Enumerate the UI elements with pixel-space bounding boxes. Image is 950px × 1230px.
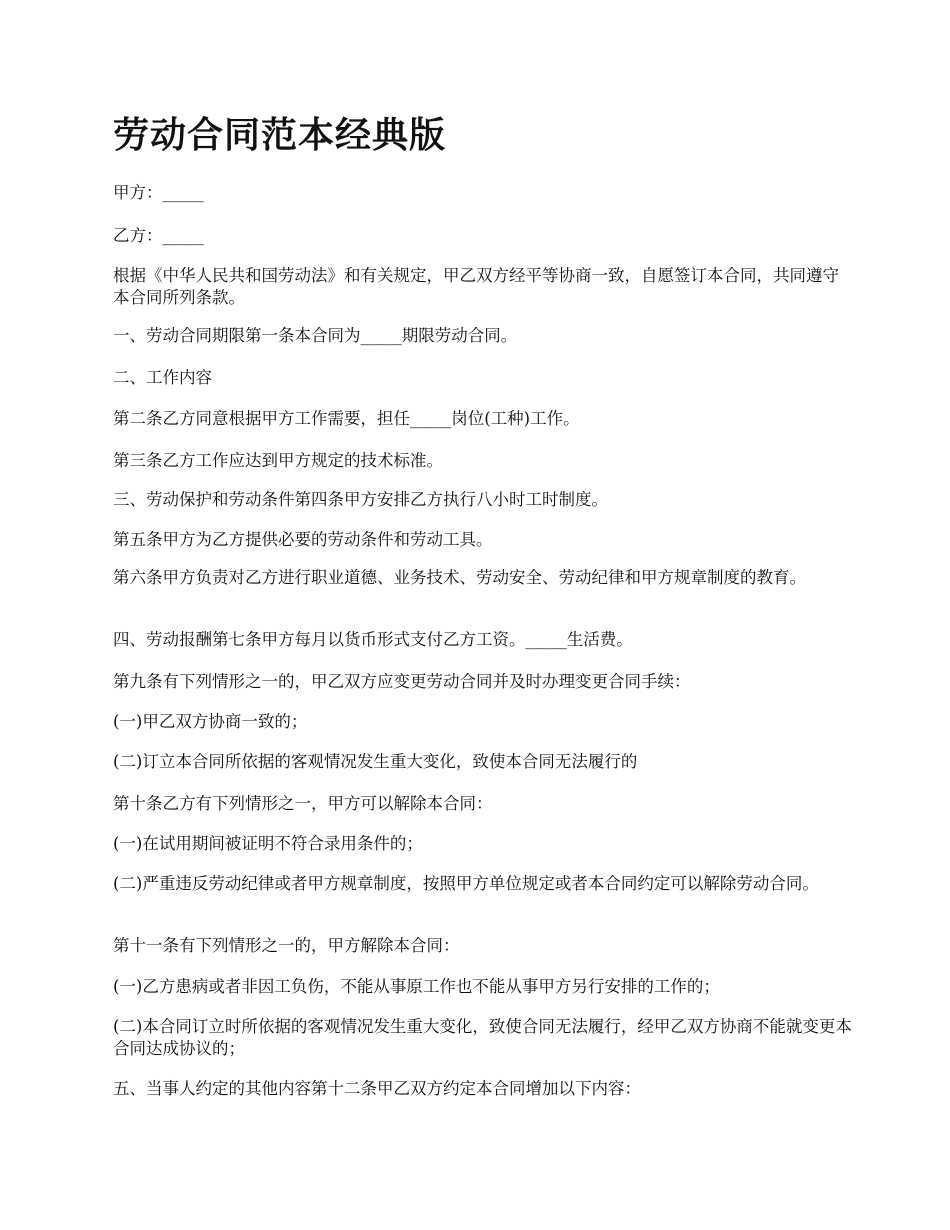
section-3-paragraph: 三、劳动保护和劳动条件第四条甲方安排乙方执行八小时工时制度。 [113, 490, 608, 509]
section-1-paragraph: 一、劳动合同期限第一条本合同为_____期限劳动合同。 [113, 326, 518, 345]
article-6-paragraph: 第六条甲方负责对乙方进行职业道德、业务技术、劳动安全、劳动纪律和甲方规章制度的教育。 [113, 568, 806, 587]
article-10-item-1: (一)在试用期间被证明不符合录用条件的； [113, 834, 423, 853]
article-3-paragraph: 第三条乙方工作应达到甲方规定的技术标准。 [113, 451, 443, 470]
article-11-item-1: (一)乙方患病或者非因工负伤，不能从事原工作也不能从事甲方另行安排的工作的； [113, 977, 720, 996]
article-5-paragraph: 第五条甲方为乙方提供必要的劳动条件和劳动工具。 [113, 530, 493, 549]
party-a-line: 甲方：_____ [113, 183, 204, 202]
article-9-item-2: (二)订立本合同所依据的客观情况发生重大变化，致使本合同无法履行的 [113, 752, 638, 771]
article-9-paragraph: 第九条有下列情形之一的，甲乙双方应变更劳动合同并及时办理变更合同手续： [113, 672, 691, 691]
article-2-paragraph: 第二条乙方同意根据甲方工作需要，担任_____岗位(工种)工作。 [113, 409, 580, 428]
section-2-heading: 二、工作内容 [113, 368, 212, 387]
preamble-paragraph: 根据《中华人民共和国劳动法》和有关规定，甲乙双方经平等协商一致，自愿签订本合同，共同遵守本合同所列条款。 [113, 266, 839, 307]
document-title: 劳动合同范本经典版 [113, 115, 447, 156]
article-9-item-1: (一)甲乙双方协商一致的； [113, 712, 308, 731]
party-b-line: 乙方：_____ [113, 226, 204, 245]
article-11-paragraph: 第十一条有下列情形之一的，甲方解除本合同： [113, 936, 460, 955]
section-4-paragraph: 四、劳动报酬第七条甲方每月以货币形式支付乙方工资。_____生活费。 [113, 630, 633, 649]
article-10-paragraph: 第十条乙方有下列情形之一，甲方可以解除本合同： [113, 794, 493, 813]
article-10-item-2: (二)严重违反劳动纪律或者甲方规章制度，按照甲方单位规定或者本合同约定可以解除劳动合同。 [113, 874, 819, 893]
section-5-paragraph: 五、当事人约定的其他内容第十二条甲乙双方约定本合同增加以下内容： [113, 1079, 641, 1098]
article-11-item-2: (二)本合同订立时所依据的客观情况发生重大变化，致使合同无法履行，经甲乙双方协商不能就变更本合同达成协议的； [113, 1017, 852, 1058]
